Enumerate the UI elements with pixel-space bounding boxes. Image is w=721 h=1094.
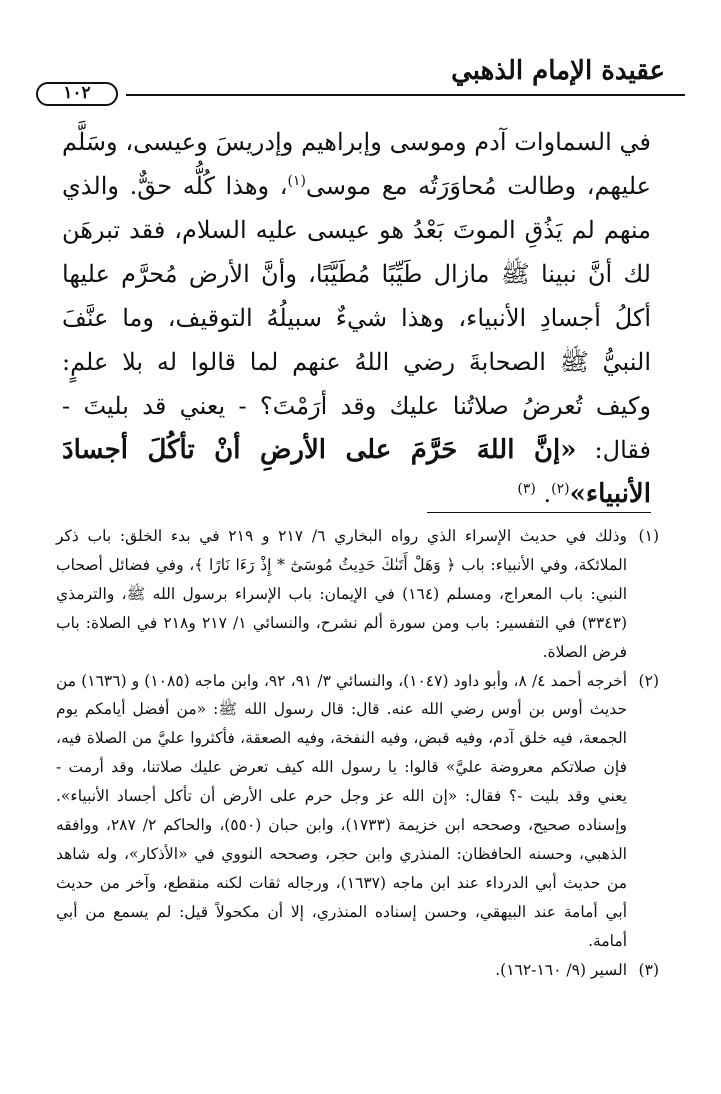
footnote-3 — [56, 956, 659, 985]
footnote-ref-1[interactable]: (١) — [287, 173, 306, 189]
header-rule — [126, 94, 685, 96]
footnote-text: أخرجه أحمد ٤/ ٨، وأبو داود (١٠٤٧)، والنسائي ٣/ ٩١، ٩٢، وابن ماجه (١٠٨٥) و (١٦٣٦) من حديث أوس بن أوس رضي الله عنه. قال: قال رسول الله ﷺ: «من أفضل أيامكم يوم الجمعة، فيه خلق آدم، وفيه قبض، وفيه النفخة، وفيه الصعقة، فأكثروا عليَّ من الصلاة فيه، فإن صلاتكم معروضة عليَّ» قالوا: يا رسول الله كيف تعرض عليك صلاتنا، وقد أرمت - يعني وقد بليت -؟ فقال: «إن الله عز وجل حرم على الأرض أن تأكل أجساد الأنبياء». وإسناده صحيح، وصححه ابن خزيمة (١٧٣٣)، وابن حبان (٥٥٠)، والحاكم ٢/ ٢٨٧، ووافقه الذهبي، وحسنه الحافظان: المنذري وابن حجر، وصححه النووي في «الأذكار»، وله شاهد من حديث أبي الدرداء عند ابن ماجه (١٦٣٧)، ورجاله ثقات لكنه منقطع، وآخر من حديث أبي أمامة عند البيهقي، وحسن إسناده المنذري، إلا أن مكحولاً قيل: لم يسمع من أبي أمامة. — [56, 671, 628, 950]
footnote-1 — [56, 522, 659, 667]
footnotes — [56, 522, 659, 985]
hadith-quote: «إنَّ اللهَ حَرَّمَ على الأرضِ أنْ تأكُلَ أجسادَ الأنبياء» — [62, 435, 651, 509]
main-text — [62, 120, 651, 516]
page-number: ١٠٢ — [36, 82, 118, 106]
footnote-text: السير (٩/ ١٦٠-١٦٢). — [495, 960, 627, 979]
footnote-marker: (٢) — [638, 671, 659, 690]
footnote-text: وذلك في حديث الإسراء الذي رواه البخاري ٦/ ٢١٧ و ٢١٩ في بدء الخلق: باب ذكر الملائكة، وفي الأنبياء: باب ﴿ وَهَلْ أَتَىٰكَ حَدِيثُ مُوسَىٰٓ * إِذْ رَءَا نَارًا ﴾، وفي فضائل أصحاب النبي: باب المعراج، ومسلم (١٦٤) في الإيمان: باب الإسراء برسول الله ﷺ، والترمذي (٣٣٤٣) في التفسير: باب ومن سورة ألم نشرح، والنسائي ١/ ٢١٧ و٢١٨ في الصلاة: باب فرض الصلاة. — [56, 527, 628, 661]
footnote-separator — [427, 512, 651, 513]
footnote-ref-2[interactable]: (٢) — [551, 481, 570, 497]
main-paragraph: في السماوات آدم وموسى وإبراهيم وإدريسَ وعيسى، وسَلَّم عليهم، وطالت مُحاوَرَتُه مع موسى$^{(١)}$، وهذا كُلُّه حقٌّ. والذي منهم لم يَذُقِ الموتَ بَعْدُ هو عيسى عليه السلام، فقد تبرهَن لك أنَّ نبينا ﷺ مازال طَيِّبًا مُطَيَّبًا، وأنَّ الأرض مُحرَّم عليها أكلُ أجسادِ الأنبياء، وهذا شيءٌ سبيلُهُ التوقيف، وما عنَّفَ النبيُّ ﷺ الصحابةَ رضي اللهُ عنهم لما قالوا له بلا علمٍ: وكيف تُعرضُ صلاتُنا عليك وقد أرَمْتَ؟ - يعني قد بليتَ - فقال: «إنَّ اللهَ حَرَّمَ على الأرضِ أنْ تأكُلَ أجسادَ الأنبياء»$^{(٢)}$. $^{(٣)}$ — [62, 128, 651, 509]
paragraph-text-part2: ، وهذا كُلُّه حقٌّ. والذي منهم لم يَذُقِ الموتَ بَعْدُ هو عيسى عليه السلام، فقد تبرهَن لك أنَّ نبينا ﷺ مازال طَيِّبًا مُطَيَّبًا، وأنَّ الأرض مُحرَّم عليها أكلُ أجسادِ الأنبياء، وهذا شيءٌ سبيلُهُ التوقيف، وما عنَّفَ النبيُّ ﷺ الصحابةَ رضي اللهُ عنهم لما قالوا له بلا علمٍ: وكيف تُعرضُ صلاتُنا عليك وقد أرَمْتَ؟ - يعني قد بليتَ - فقال: — [62, 172, 651, 464]
page-header — [36, 50, 685, 104]
footnote-ref-3[interactable]: (٣) — [517, 481, 536, 497]
footnote-2 — [56, 667, 659, 956]
footnote-marker: (١) — [638, 527, 659, 545]
running-title: عقيدة الإمام الذهبي — [451, 56, 665, 86]
footnote-marker: (٣) — [638, 960, 659, 979]
paragraph-text-part1: في السماوات آدم وموسى وإبراهيم وإدريسَ وعيسى، وسَلَّم عليهم، وطالت مُحاوَرَتُه مع موسى — [62, 128, 651, 200]
